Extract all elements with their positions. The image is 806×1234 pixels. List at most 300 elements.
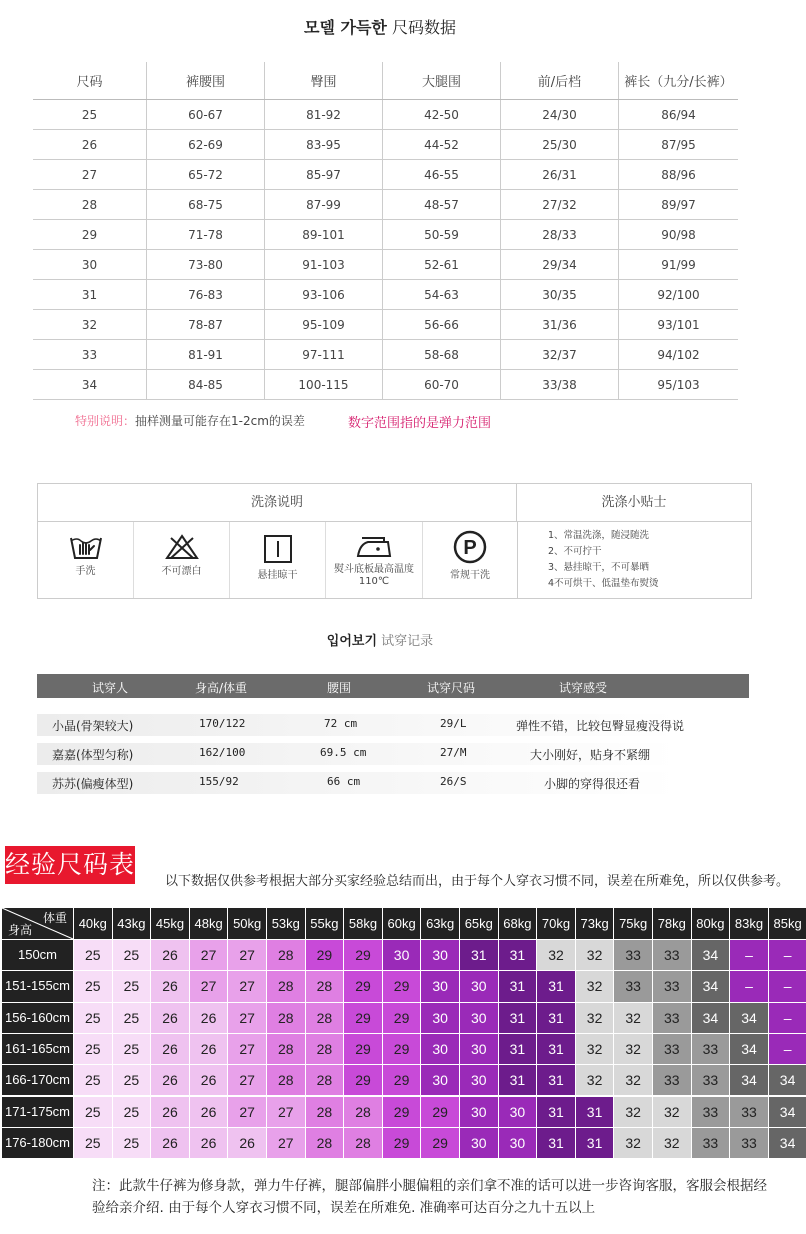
- size-chart-cell: 81-92: [265, 100, 383, 130]
- grid-size-cell: 33: [730, 1128, 768, 1158]
- trial-col-hw: 身高/体重: [195, 681, 248, 695]
- grid-size-cell: 27: [228, 1065, 266, 1095]
- size-chart-cell: 25/30: [501, 130, 619, 160]
- size-chart-cell: 83-95: [265, 130, 383, 160]
- size-chart-cell: 89-101: [265, 220, 383, 250]
- size-chart-cell: 54-63: [383, 280, 501, 310]
- size-chart-cell: 28: [33, 190, 147, 220]
- grid-weight-header: 65kg: [460, 908, 498, 939]
- grid-size-cell: 29: [383, 1034, 421, 1064]
- wash-tip: 3、悬挂晾干，不可暴晒: [548, 562, 650, 573]
- grid-size-cell: 28: [267, 940, 305, 970]
- grid-size-cell: 31: [537, 1003, 575, 1033]
- experience-desc: 以下数据仅供参考根据大部分买家经验总结而出，由于每个人穿衣习惯不同，误差在所难免，所以仅供参考。: [165, 874, 790, 889]
- grid-size-cell: 30: [460, 1034, 498, 1064]
- grid-size-cell: 30: [421, 971, 459, 1001]
- grid-weight-header: 63kg: [421, 908, 459, 939]
- experience-title: 经验尺码表: [5, 846, 135, 884]
- size-chart-cell: 81-91: [147, 340, 265, 370]
- grid-height-label: 150cm: [2, 940, 73, 970]
- grid-size-cell: –: [769, 971, 806, 1001]
- grid-size-cell: 32: [614, 1034, 652, 1064]
- wash-tip: 1、常温洗涤，随浸随洗: [548, 530, 650, 541]
- grid-size-cell: 28: [306, 1097, 344, 1127]
- grid-size-cell: 33: [653, 1034, 691, 1064]
- size-chart-cell: 32/37: [501, 340, 619, 370]
- grid-weight-header: 78kg: [653, 908, 691, 939]
- grid-size-cell: 31: [537, 971, 575, 1001]
- grid-size-cell: 25: [113, 1097, 151, 1127]
- grid-size-cell: 26: [228, 1128, 266, 1158]
- wash-item-dry-clean: [423, 522, 518, 598]
- size-chart-cell: 95/103: [619, 370, 739, 400]
- size-chart-cell: 58-68: [383, 340, 501, 370]
- grid-size-cell: 30: [499, 1097, 537, 1127]
- trial-person: 小晶(骨架较大): [52, 719, 134, 733]
- grid-size-cell: 33: [614, 971, 652, 1001]
- grid-size-cell: 30: [460, 1097, 498, 1127]
- grid-size-cell: 31: [460, 940, 498, 970]
- size-chart-cell: 31/36: [501, 310, 619, 340]
- grid-size-cell: 32: [576, 1003, 614, 1033]
- wash-item-hand-wash: [38, 522, 134, 598]
- grid-size-cell: 29: [383, 1065, 421, 1095]
- trial-person: 苏苏(偏瘦体型): [52, 777, 134, 791]
- no-bleach-icon: [165, 545, 199, 564]
- grid-size-cell: 31: [537, 1128, 575, 1158]
- grid-size-cell: 27: [228, 1097, 266, 1127]
- wash-label-no-bleach: 不可漂白: [161, 566, 202, 577]
- wash-label-hand-wash: 手洗: [75, 566, 96, 577]
- size-chart-cell: 28/33: [501, 220, 619, 250]
- grid-size-cell: 30: [421, 1003, 459, 1033]
- trial-feel: 小脚的穿得很还看: [544, 777, 641, 791]
- grid-size-cell: –: [769, 1034, 806, 1064]
- size-chart-cell: 25: [33, 100, 147, 130]
- size-chart-title-kr: 모델 가득한: [304, 18, 387, 37]
- trial-hw: 162/100: [199, 746, 246, 759]
- grid-size-cell: 25: [74, 971, 112, 1001]
- grid-size-cell: 30: [460, 971, 498, 1001]
- grid-size-cell: 27: [267, 1128, 305, 1158]
- grid-size-cell: 33: [614, 940, 652, 970]
- grid-size-cell: 34: [730, 1065, 768, 1095]
- size-chart-row: [33, 130, 738, 160]
- grid-height-label: 171-175cm: [2, 1097, 73, 1127]
- grid-size-cell: 28: [306, 1128, 344, 1158]
- grid-weight-header: 50kg: [228, 908, 266, 939]
- grid-size-cell: 31: [576, 1097, 614, 1127]
- trial-feel: 弹性不错，比较包臀显瘦没得说: [516, 719, 685, 733]
- size-chart-cell: 84-85: [147, 370, 265, 400]
- wash-item-no-bleach: [134, 522, 230, 598]
- grid-size-cell: 29: [383, 1128, 421, 1158]
- grid-weight-header: 43kg: [113, 908, 151, 939]
- grid-size-cell: 25: [74, 940, 112, 970]
- hand-wash-icon: [69, 545, 103, 564]
- size-chart-cell: 73-80: [147, 250, 265, 280]
- size-chart-cell: 48-57: [383, 190, 501, 220]
- experience-grid: [2, 908, 802, 1159]
- grid-size-cell: 25: [74, 1065, 112, 1095]
- trial-header-row: [37, 674, 749, 698]
- grid-size-cell: 26: [151, 971, 189, 1001]
- grid-size-cell: 29: [383, 1003, 421, 1033]
- size-chart-cell: 93/101: [619, 310, 739, 340]
- grid-weight-header: 83kg: [730, 908, 768, 939]
- size-chart-cell: 42-50: [383, 100, 501, 130]
- size-chart-cell: 50-59: [383, 220, 501, 250]
- grid-size-cell: 34: [692, 971, 730, 1001]
- size-chart-cell: 93-106: [265, 280, 383, 310]
- grid-size-cell: 30: [383, 940, 421, 970]
- wash-label-dry-clean: 常规干洗: [450, 570, 490, 581]
- size-chart-row: [33, 310, 738, 340]
- grid-weight-header: 73kg: [576, 908, 614, 939]
- grid-size-cell: 33: [653, 1065, 691, 1095]
- size-chart-cell: 30/35: [501, 280, 619, 310]
- wash-tip: 2、不可拧干: [548, 546, 602, 557]
- size-chart-row: [33, 190, 738, 220]
- size-chart-cell: 100-115: [265, 370, 383, 400]
- grid-size-cell: 34: [769, 1128, 806, 1158]
- grid-weight-header: 75kg: [614, 908, 652, 939]
- grid-weight-header: 58kg: [344, 908, 382, 939]
- size-chart-table: [33, 62, 738, 400]
- grid-size-cell: 27: [228, 1003, 266, 1033]
- size-chart-cell: 60-70: [383, 370, 501, 400]
- grid-size-cell: 27: [267, 1097, 305, 1127]
- grid-size-cell: 28: [344, 1097, 382, 1127]
- size-chart-cell: 65-72: [147, 160, 265, 190]
- size-chart-cell: 34: [33, 370, 147, 400]
- grid-size-cell: 25: [113, 971, 151, 1001]
- grid-size-cell: 25: [113, 1065, 151, 1095]
- hang-dry-icon: [261, 549, 295, 568]
- grid-size-cell: 31: [499, 940, 537, 970]
- grid-size-cell: 28: [306, 1065, 344, 1095]
- grid-size-cell: 31: [499, 1034, 537, 1064]
- grid-size-cell: 31: [537, 1097, 575, 1127]
- grid-corner: [2, 908, 73, 939]
- grid-size-cell: 34: [769, 1097, 806, 1127]
- size-chart-cell: 46-55: [383, 160, 501, 190]
- grid-size-cell: 27: [190, 940, 228, 970]
- grid-size-cell: 26: [151, 940, 189, 970]
- grid-size-cell: 26: [151, 1128, 189, 1158]
- grid-size-cell: –: [769, 940, 806, 970]
- grid-size-cell: 30: [421, 940, 459, 970]
- iron-icon: [354, 543, 394, 562]
- grid-size-cell: 34: [730, 1003, 768, 1033]
- grid-weight-header: 68kg: [499, 908, 537, 939]
- svg-text:P: P: [463, 537, 477, 559]
- size-chart-cell: 44-52: [383, 130, 501, 160]
- trial-hw: 155/92: [199, 775, 239, 788]
- grid-size-cell: 31: [537, 1034, 575, 1064]
- grid-size-cell: 33: [692, 1097, 730, 1127]
- grid-weight-header: 80kg: [692, 908, 730, 939]
- size-chart-cell: 92/100: [619, 280, 739, 310]
- size-chart-cell: 87-99: [265, 190, 383, 220]
- size-chart-cell: 33/38: [501, 370, 619, 400]
- wash-item-iron: [326, 522, 423, 598]
- grid-size-cell: 32: [576, 1034, 614, 1064]
- grid-size-cell: 32: [537, 940, 575, 970]
- grid-size-cell: 28: [306, 1003, 344, 1033]
- size-chart-cell: 52-61: [383, 250, 501, 280]
- trial-size: 29/L: [440, 717, 467, 730]
- grid-size-cell: 34: [692, 940, 730, 970]
- grid-size-cell: 27: [228, 971, 266, 1001]
- col-header-thigh: 大腿围: [383, 62, 501, 100]
- grid-size-cell: 29: [383, 1097, 421, 1127]
- size-chart-cell: 33: [33, 340, 147, 370]
- size-chart-cell: 97-111: [265, 340, 383, 370]
- size-chart-cell: 91/99: [619, 250, 739, 280]
- size-note: [75, 412, 305, 429]
- size-chart-cell: 29: [33, 220, 147, 250]
- wash-label-iron: 熨斗底板最高温度110℃: [334, 564, 414, 587]
- grid-size-cell: 34: [769, 1065, 806, 1095]
- size-chart-header-row: [33, 62, 738, 100]
- grid-size-cell: 33: [692, 1065, 730, 1095]
- grid-size-cell: 32: [576, 1065, 614, 1095]
- grid-size-cell: 32: [576, 940, 614, 970]
- col-header-size: 尺码: [33, 62, 147, 100]
- trial-col-size: 试穿尺码: [427, 681, 476, 695]
- grid-weight-header: 85kg: [769, 908, 806, 939]
- grid-size-cell: 31: [576, 1128, 614, 1158]
- grid-size-cell: 29: [344, 1034, 382, 1064]
- grid-size-cell: 28: [306, 971, 344, 1001]
- grid-size-cell: –: [730, 940, 768, 970]
- grid-size-cell: 31: [499, 971, 537, 1001]
- grid-size-cell: 33: [692, 1034, 730, 1064]
- size-chart-cell: 85-97: [265, 160, 383, 190]
- size-chart-cell: 27: [33, 160, 147, 190]
- grid-size-cell: 32: [614, 1065, 652, 1095]
- size-chart-cell: 88/96: [619, 160, 739, 190]
- size-chart-row: [33, 160, 738, 190]
- grid-weight-header: 48kg: [190, 908, 228, 939]
- grid-size-cell: 30: [421, 1065, 459, 1095]
- trial-waist: 72 cm: [324, 717, 358, 730]
- grid-size-cell: 28: [267, 1034, 305, 1064]
- size-chart-row: [33, 250, 738, 280]
- wash-tip: 4不可烘干、低温垫布熨烫: [548, 578, 659, 589]
- experience-footnote: 注：此款牛仔裤为修身款，弹力牛仔裤，腿部偏胖小腿偏粗的亲们拿不准的话可以进一步咨询客服，客服会根据经验给亲介绍. 由于每个人穿衣习惯不同，误差在所难免. 准确率可达百分之九十五以上: [92, 1178, 767, 1216]
- col-header-hip: 臀围: [265, 62, 383, 100]
- grid-size-cell: 28: [267, 971, 305, 1001]
- grid-corner-weight: 体重: [42, 911, 67, 925]
- grid-size-cell: 26: [151, 1065, 189, 1095]
- grid-size-cell: 29: [383, 971, 421, 1001]
- grid-corner-height: 身高: [8, 923, 33, 937]
- size-chart-cell: 76-83: [147, 280, 265, 310]
- grid-weight-header: 40kg: [74, 908, 112, 939]
- grid-size-cell: 34: [692, 1003, 730, 1033]
- size-chart-row: [33, 370, 738, 400]
- grid-size-cell: 26: [151, 1003, 189, 1033]
- trial-person: 嘉嘉(体型匀称): [52, 748, 134, 762]
- size-chart-cell: 29/34: [501, 250, 619, 280]
- trial-waist: 66 cm: [327, 775, 361, 788]
- grid-size-cell: 28: [306, 1034, 344, 1064]
- grid-size-cell: 26: [151, 1034, 189, 1064]
- grid-height-label: 156-160cm: [2, 1003, 73, 1033]
- size-note-text: 抽样测量可能存在1-2cm的误差: [135, 414, 305, 428]
- col-header-rise: 前/后档: [501, 62, 619, 100]
- wash-tips: [548, 522, 748, 592]
- grid-size-cell: 25: [113, 1003, 151, 1033]
- grid-size-cell: 26: [190, 1128, 228, 1158]
- grid-size-cell: 25: [113, 940, 151, 970]
- size-chart-cell: 78-87: [147, 310, 265, 340]
- grid-size-cell: 28: [344, 1128, 382, 1158]
- grid-size-cell: 33: [730, 1097, 768, 1127]
- trial-row: [37, 772, 749, 794]
- grid-size-cell: 30: [421, 1034, 459, 1064]
- size-note-label: 特别说明：: [75, 414, 136, 428]
- col-header-length: 裤长（九分/长裤）: [619, 62, 739, 100]
- grid-size-cell: 25: [113, 1034, 151, 1064]
- size-chart-cell: 91-103: [265, 250, 383, 280]
- grid-size-cell: 25: [74, 1003, 112, 1033]
- size-chart-cell: 26: [33, 130, 147, 160]
- size-chart-cell: 90/98: [619, 220, 739, 250]
- trial-row: [37, 714, 749, 736]
- grid-size-cell: 27: [228, 940, 266, 970]
- grid-size-cell: 33: [653, 971, 691, 1001]
- grid-size-cell: 31: [537, 1065, 575, 1095]
- grid-size-cell: –: [769, 1003, 806, 1033]
- grid-height-label: 176-180cm: [2, 1128, 73, 1158]
- wash-label-hang-dry: 悬挂晾干: [257, 570, 298, 581]
- grid-size-cell: 29: [306, 940, 344, 970]
- grid-size-cell: 31: [499, 1003, 537, 1033]
- grid-size-cell: 28: [267, 1003, 305, 1033]
- grid-size-cell: 32: [576, 971, 614, 1001]
- grid-size-cell: 26: [190, 1003, 228, 1033]
- grid-size-cell: 33: [653, 940, 691, 970]
- grid-size-cell: 25: [74, 1097, 112, 1127]
- grid-size-cell: 29: [344, 971, 382, 1001]
- size-chart-cell: 24/30: [501, 100, 619, 130]
- wash-panel: [37, 483, 752, 599]
- size-chart-row: [33, 280, 738, 310]
- grid-size-cell: 26: [190, 1034, 228, 1064]
- grid-size-cell: 30: [460, 1065, 498, 1095]
- grid-size-cell: 28: [267, 1065, 305, 1095]
- grid-size-cell: –: [730, 971, 768, 1001]
- grid-size-cell: 26: [190, 1097, 228, 1127]
- trial-col-waist: 腰围: [327, 681, 352, 695]
- grid-weight-header: 60kg: [383, 908, 421, 939]
- dry-clean-p-icon: [451, 537, 489, 568]
- grid-size-cell: 32: [614, 1003, 652, 1033]
- grid-size-cell: 29: [344, 940, 382, 970]
- wash-header-left: 洗涤说明: [38, 484, 517, 522]
- size-chart-row: [33, 220, 738, 250]
- grid-size-cell: 32: [614, 1097, 652, 1127]
- grid-size-cell: 25: [74, 1128, 112, 1158]
- grid-size-cell: 29: [344, 1065, 382, 1095]
- grid-size-cell: 32: [653, 1128, 691, 1158]
- size-chart-cell: 89/97: [619, 190, 739, 220]
- size-chart-title: [0, 15, 760, 38]
- trial-size: 27/M: [440, 746, 467, 759]
- size-chart-cell: 62-69: [147, 130, 265, 160]
- wash-header-right: 洗涤小贴士: [517, 484, 751, 522]
- trial-title: [0, 630, 760, 649]
- grid-size-cell: 30: [499, 1128, 537, 1158]
- grid-size-cell: 29: [344, 1003, 382, 1033]
- size-chart-cell: 27/32: [501, 190, 619, 220]
- size-chart-cell: 56-66: [383, 310, 501, 340]
- grid-size-cell: 30: [460, 1128, 498, 1158]
- grid-size-cell: 27: [228, 1034, 266, 1064]
- size-chart-cell: 95-109: [265, 310, 383, 340]
- size-chart-cell: 60-67: [147, 100, 265, 130]
- trial-hw: 170/122: [199, 717, 246, 730]
- trial-waist: 69.5 cm: [320, 746, 367, 759]
- size-chart-cell: 87/95: [619, 130, 739, 160]
- grid-size-cell: 33: [692, 1128, 730, 1158]
- grid-size-cell: 34: [730, 1034, 768, 1064]
- trial-col-feel: 试穿感受: [559, 681, 608, 695]
- grid-size-cell: 25: [74, 1034, 112, 1064]
- grid-size-cell: 32: [653, 1097, 691, 1127]
- size-chart-row: [33, 340, 738, 370]
- grid-height-label: 151-155cm: [2, 971, 73, 1001]
- size-chart-title-cn: 尺码数据: [391, 18, 456, 37]
- trial-row: [37, 743, 749, 765]
- wash-item-hang-dry: [230, 522, 326, 598]
- trial-size: 26/S: [440, 775, 467, 788]
- size-chart-cell: 26/31: [501, 160, 619, 190]
- grid-height-label: 161-165cm: [2, 1034, 73, 1064]
- col-header-waist: 裤腰围: [147, 62, 265, 100]
- trial-title-cn: 试穿记录: [381, 634, 434, 649]
- size-chart-cell: 32: [33, 310, 147, 340]
- grid-size-cell: 26: [190, 1065, 228, 1095]
- grid-size-cell: 33: [653, 1003, 691, 1033]
- grid-size-cell: 29: [421, 1128, 459, 1158]
- grid-weight-header: 55kg: [306, 908, 344, 939]
- size-chart-cell: 71-78: [147, 220, 265, 250]
- grid-size-cell: 26: [151, 1097, 189, 1127]
- grid-size-cell: 25: [113, 1128, 151, 1158]
- grid-height-label: 166-170cm: [2, 1065, 73, 1095]
- grid-weight-header: 70kg: [537, 908, 575, 939]
- size-chart-cell: 94/102: [619, 340, 739, 370]
- trial-col-person: 试穿人: [92, 681, 129, 695]
- trial-title-kr: 입어보기: [326, 634, 378, 649]
- grid-size-cell: 29: [421, 1097, 459, 1127]
- grid-size-cell: 30: [460, 1003, 498, 1033]
- grid-size-cell: 32: [614, 1128, 652, 1158]
- size-chart-cell: 86/94: [619, 100, 739, 130]
- size-note-highlight: 数字范围指的是弹力范围: [348, 416, 492, 431]
- grid-size-cell: 31: [499, 1065, 537, 1095]
- grid-weight-header: 53kg: [267, 908, 305, 939]
- grid-size-cell: 27: [190, 971, 228, 1001]
- grid-weight-header: 45kg: [151, 908, 189, 939]
- size-chart-cell: 30: [33, 250, 147, 280]
- trial-feel: 大小刚好，贴身不紧绷: [530, 748, 651, 762]
- size-chart-cell: 31: [33, 280, 147, 310]
